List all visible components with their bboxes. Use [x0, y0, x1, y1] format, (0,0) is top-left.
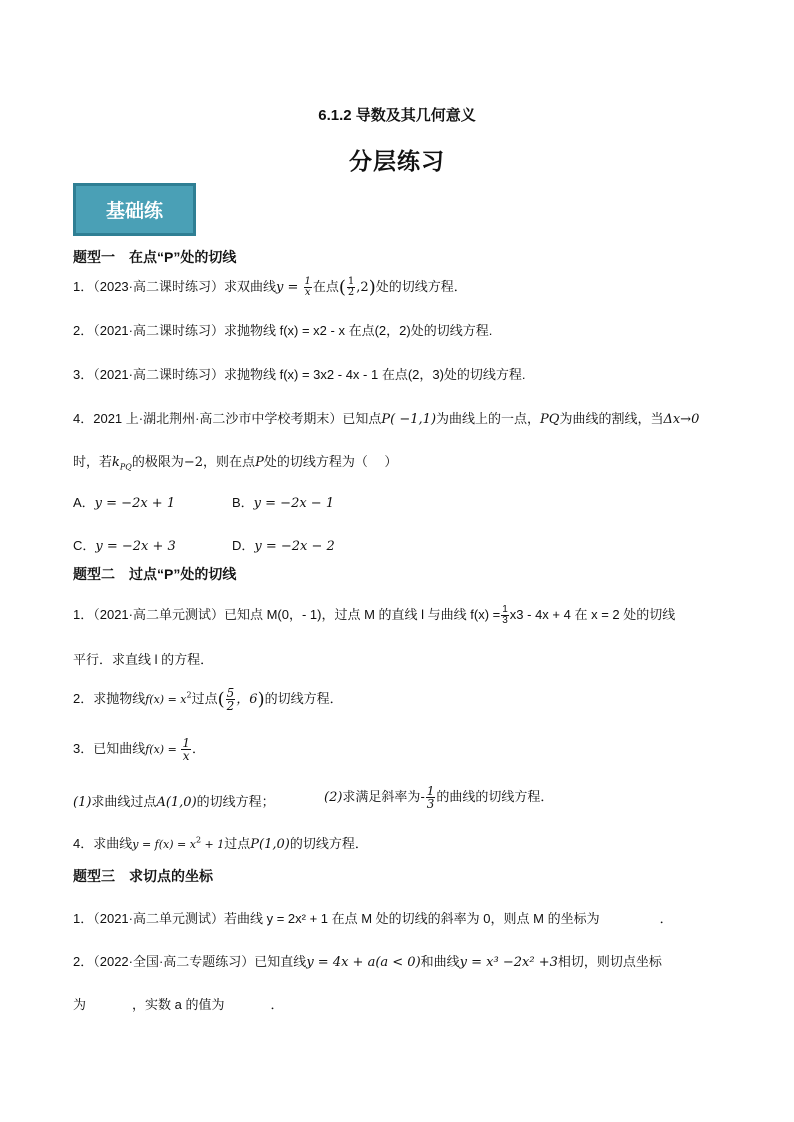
question-2-3-part-1: (1)求曲线过点A(1,0)的切线方程； — [73, 794, 275, 810]
question-2-3: 3．已知曲线f(x) = $\frac{1}{x}$ ． — [73, 736, 205, 763]
page-title: 6.1.2 导数及其几何意义 — [318, 107, 476, 124]
question-3-1: 1．（2021·高二单元测试）若曲线 y = 2x² + 1 在点 M 处的切线的斜率为 0，则点 M 的坐标为 ． — [73, 911, 673, 926]
option-b: B．y = −2x − 1 — [232, 495, 335, 511]
question-2-1-line-2: 平行．求直线 l 的方程． — [73, 652, 214, 667]
question-2-4: 4．求曲线$y = f(x) = x^2 + 1$过点P(1,0)的切线方程． — [73, 835, 368, 852]
question-1-4-line-1: 4．2021 上·湖北荆州·高二沙市中学校考期末）已知点P( −1,1)为曲线上的一点，PQ为曲线的割线，当Δx→0 — [73, 411, 700, 427]
question-1-4-line-2: 时，若$k_{PQ}$的极限为−2，则在点P处的切线方程为（ ） — [73, 454, 398, 472]
page-subtitle: 分层练习 — [349, 148, 445, 174]
question-2-2: 2．求抛物线$f(x) = x^2$过点( $\frac{5}{2}$ ，6)的切线方程． — [73, 686, 343, 713]
question-2-3-part-2: (2)求满足斜率为- $\frac{1}{3}$ 的曲线的切线方程． — [324, 784, 554, 811]
question-3-2-line-2: 为 ，实数 a 的值为 ． — [73, 997, 284, 1012]
level-badge — [73, 183, 196, 236]
question-2-1-line-1: 1．（2021·高二单元测试）已知点 M(0，- 1)，过点 M 的直线 l 与曲线 f(x) = $\frac{1}{3}$ x3 - 4x + 4 在 x = 2 处的切线 — [73, 604, 676, 627]
section-heading-3: 题型三 求切点的坐标 — [73, 868, 213, 884]
question-1-2: 2．（2021·高二课时练习）求抛物线 f(x) = x2 - x 在点(2，2)处的切线方程. — [73, 323, 493, 338]
question-1-1: 1．（2023·高二课时练习）求双曲线y = $\frac{1}{x}$ 在点( $\frac{1}{2}$ ,2)处的切线方程． — [73, 276, 467, 299]
section-heading-2: 题型二 过点“P”处的切线 — [73, 566, 237, 582]
option-a: A．y = −2x + 1 — [73, 495, 176, 511]
question-3-2-line-1: 2．（2022·全国·高二专题练习）已知直线y = 4x + a(a < 0)和曲线y = x³ −2x² +3相切，则切点坐标 — [73, 954, 662, 970]
option-d: D．y = −2x − 2 — [232, 538, 335, 554]
level-badge-label: 基础练 — [105, 200, 163, 222]
section-heading-1: 题型一 在点“P”处的切线 — [73, 249, 237, 265]
question-1-3: 3．（2021·高二课时练习）求抛物线 f(x) = 3x2 - 4x - 1 在点(2，3)处的切线方程. — [73, 367, 526, 382]
option-c: C．y = −2x + 3 — [73, 538, 176, 554]
